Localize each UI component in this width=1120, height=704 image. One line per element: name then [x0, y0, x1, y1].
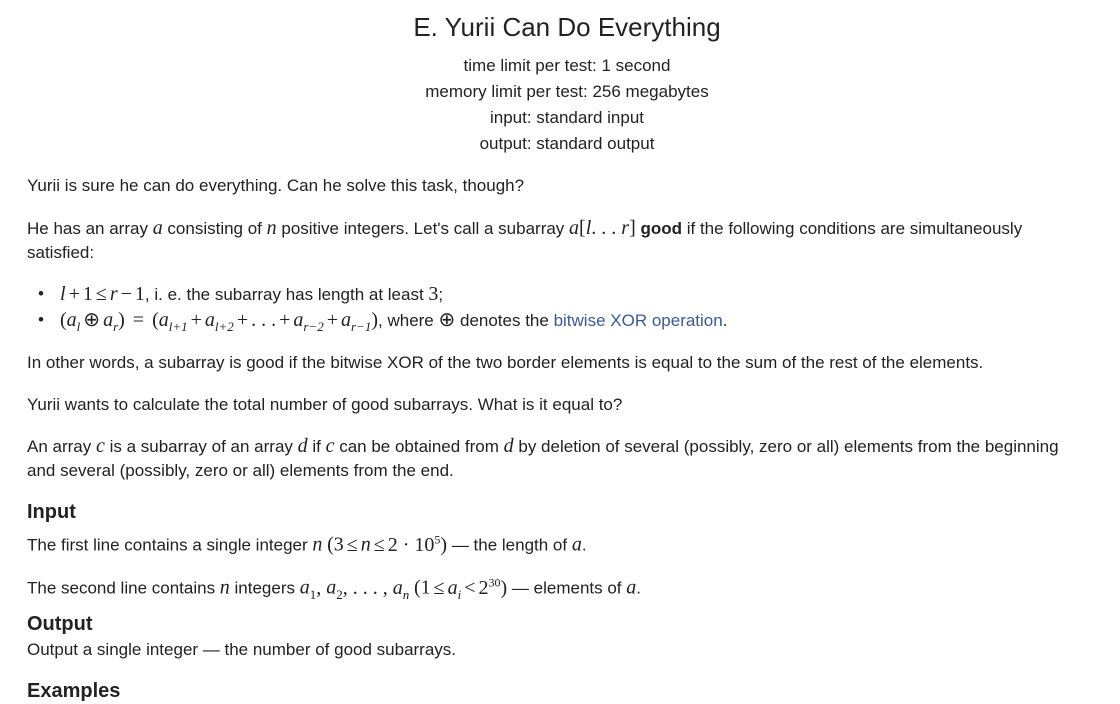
condition-1: l + 1 ≤ r − 1, i. e. the subarray has length at least 3;: [60, 283, 444, 305]
statement-paragraph-3: In other words, a subarray is good if the bitwise XOR of the two border elements is equal to the sum of the rest of the elements.: [27, 353, 984, 372]
condition-2: ($a_l$ ⊕ $a_r) = (a_{l+1} + a_{l+2}$ + . . . + $a_{r-2} + a_{r-1}$), where ⊕ denotes the bitwise XOR operation.: [60, 309, 728, 334]
output-spec: output: standard output: [479, 134, 655, 153]
bullet-2: •: [38, 310, 44, 329]
bullet-1: •: [38, 284, 44, 303]
output-line: Output a single integer — the number of good subarrays.: [27, 640, 457, 659]
input-heading: Input: [27, 501, 76, 523]
good-term: good: [640, 219, 683, 238]
statement-paragraph-4: Yurii wants to calculate the total number of good subarrays. What is it equal to?: [27, 395, 623, 414]
memory-limit: memory limit per test: 256 megabytes: [425, 82, 709, 101]
statement-paragraph-1: Yurii is sure he can do everything. Can he solve this task, though?: [27, 176, 525, 195]
output-heading: Output: [27, 613, 93, 635]
statement-paragraph-5: An array c is a subarray of an array d if c can be obtained from d by deletion of several (possibly, zero or all) elements from the beginning and several (possibly, zero or all) elements from the end.: [27, 435, 1059, 480]
input-spec: input: standard input: [489, 108, 645, 127]
problem-title: E. Yurii Can Do Everything: [413, 12, 721, 42]
input-line-2: The second line contains n integers $a_1$, $a_2$, . . . , $a_n$ $(1 \le a_i < 2^{30})$ — elements of a.: [27, 575, 641, 602]
examples-heading: Examples: [27, 680, 121, 702]
statement-paragraph-2: He has an array a consisting of n positive integers. Let's call a subarray a[l. . . r] good if the following conditions are simultaneously satisfied:: [27, 217, 1023, 262]
input-line-1: The first line contains a single integer n $(3 \le n \le 2 \cdot 10^5)$ — the length of a.: [27, 532, 587, 556]
time-limit: time limit per test: 1 second: [463, 56, 671, 75]
bitwise-xor-link[interactable]: bitwise XOR operation: [553, 311, 723, 330]
